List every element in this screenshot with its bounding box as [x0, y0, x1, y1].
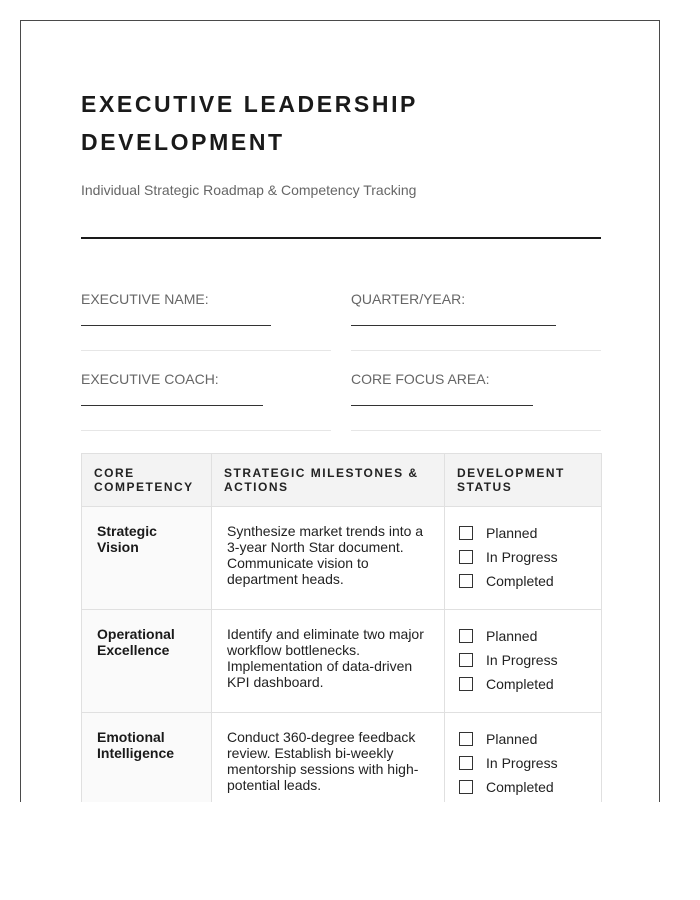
completed-checkbox[interactable] [459, 677, 473, 691]
completed-checkbox[interactable] [459, 780, 473, 794]
header-divider [81, 237, 601, 239]
planned-checkbox[interactable] [459, 732, 473, 746]
planned-checkbox[interactable] [459, 526, 473, 540]
core-focus-area-label: CORE FOCUS AREA: [351, 371, 490, 387]
completed-label: Completed [486, 676, 554, 692]
quarter-year-label: QUARTER/YEAR: [351, 291, 466, 307]
table-row [82, 713, 602, 803]
competency-cell: Operational Excellence [82, 610, 212, 713]
completed-label: Completed [486, 779, 554, 795]
header-core-competency: CORE COMPETENCY [82, 454, 212, 507]
table-row [82, 507, 602, 610]
table-row [82, 610, 602, 713]
page-title: EXECUTIVE LEADERSHIP DEVELOPMENT [81, 91, 418, 155]
actions-cell: Conduct 360-degree feedback review. Establish bi-weekly mentorship sessions with high-potential leads. [212, 713, 445, 803]
status-option-in-progress[interactable] [459, 648, 591, 672]
status-cell [445, 610, 602, 713]
status-cell [445, 507, 602, 610]
executive-name-field[interactable] [81, 291, 331, 351]
planned-label: Planned [486, 731, 538, 747]
in-progress-checkbox[interactable] [459, 653, 473, 667]
in-progress-checkbox[interactable] [459, 550, 473, 564]
status-cell [445, 713, 602, 803]
planned-label: Planned [486, 628, 538, 644]
core-focus-area-line[interactable] [351, 405, 533, 406]
completed-label: Completed [486, 573, 554, 589]
status-option-completed[interactable] [459, 672, 591, 696]
status-option-in-progress[interactable] [459, 751, 591, 775]
competency-cell: Strategic Vision [82, 507, 212, 610]
actions-cell: Identify and eliminate two major workflow bottlenecks. Implementation of data-driven KPI dashboard. [212, 610, 445, 713]
header-development-status: DEVELOPMENT STATUS [445, 454, 602, 507]
executive-coach-field[interactable] [81, 371, 331, 431]
actions-cell: Synthesize market trends into a 3-year North Star document. Communicate vision to department heads. [212, 507, 445, 610]
in-progress-checkbox[interactable] [459, 756, 473, 770]
planned-checkbox[interactable] [459, 629, 473, 643]
page-subtitle: Individual Strategic Roadmap & Competency Tracking [81, 182, 417, 198]
in-progress-label: In Progress [486, 755, 558, 771]
competency-cell: Emotional Intelligence [82, 713, 212, 803]
quarter-year-line[interactable] [351, 325, 556, 326]
competency-table [81, 453, 602, 802]
form-content [81, 21, 601, 795]
status-option-completed[interactable] [459, 775, 591, 799]
table-header-row [82, 454, 602, 507]
header-strategic-milestones: STRATEGIC MILESTONES & ACTIONS [212, 454, 445, 507]
in-progress-label: In Progress [486, 549, 558, 565]
in-progress-label: In Progress [486, 652, 558, 668]
planned-label: Planned [486, 525, 538, 541]
quarter-year-field[interactable] [351, 291, 601, 351]
info-fields [81, 291, 601, 451]
form-page [20, 20, 660, 802]
status-option-completed[interactable] [459, 569, 591, 593]
core-focus-area-field[interactable] [351, 371, 601, 431]
executive-coach-line[interactable] [81, 405, 263, 406]
status-option-planned[interactable] [459, 727, 591, 751]
completed-checkbox[interactable] [459, 574, 473, 588]
status-option-planned[interactable] [459, 521, 591, 545]
executive-name-label: EXECUTIVE NAME: [81, 291, 209, 307]
status-option-planned[interactable] [459, 624, 591, 648]
status-option-in-progress[interactable] [459, 545, 591, 569]
executive-name-line[interactable] [81, 325, 271, 326]
executive-coach-label: EXECUTIVE COACH: [81, 371, 219, 387]
